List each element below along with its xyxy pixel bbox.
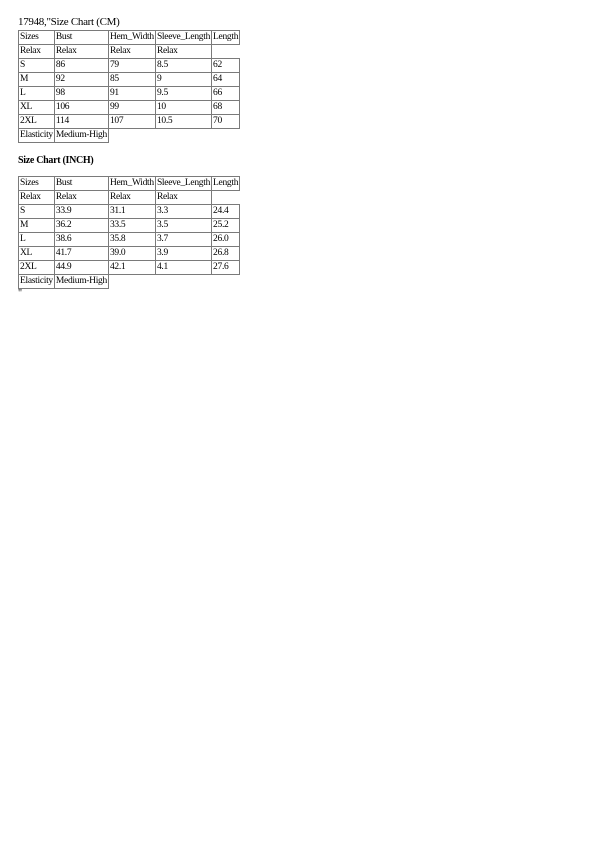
bust-cell: 33.9 — [54, 205, 108, 219]
table-row — [19, 219, 240, 233]
hem-width-cell: 31.1 — [108, 205, 155, 219]
fit-cell — [212, 45, 240, 59]
table-row — [19, 247, 240, 261]
elasticity-value: Medium-High — [54, 275, 108, 289]
size-chart-cm-table — [18, 30, 240, 143]
size-cell: 2XL — [19, 261, 55, 275]
header-cell: Bust — [54, 31, 108, 45]
hem-width-cell: 107 — [108, 115, 155, 129]
bust-cell: 44.9 — [54, 261, 108, 275]
header-cell: Sizes — [19, 177, 55, 191]
fit-row — [19, 191, 240, 205]
elasticity-label: Elasticity — [19, 275, 55, 289]
header-cell: Bust — [54, 177, 108, 191]
table-row — [19, 205, 240, 219]
trailing-quote: " — [18, 288, 23, 299]
empty-cell — [108, 129, 155, 143]
length-cell: 25.2 — [212, 219, 240, 233]
hem-width-cell: 33.5 — [108, 219, 155, 233]
sleeve-length-cell: 3.3 — [155, 205, 211, 219]
hem-width-cell: 79 — [108, 59, 155, 73]
elasticity-label: Elasticity — [19, 129, 55, 143]
fit-cell: Relax — [19, 45, 55, 59]
bust-cell: 86 — [54, 59, 108, 73]
sleeve-length-cell: 10.5 — [155, 115, 211, 129]
header-cell: Sizes — [19, 31, 55, 45]
bust-cell: 98 — [54, 87, 108, 101]
fit-row — [19, 45, 240, 59]
header-cell: Sleeve_Length — [155, 177, 211, 191]
fit-cell: Relax — [155, 45, 211, 59]
table-row — [19, 115, 240, 129]
bust-cell: 36.2 — [54, 219, 108, 233]
inch-section-title: Size Chart (INCH) — [18, 155, 94, 166]
hem-width-cell: 99 — [108, 101, 155, 115]
fit-cell — [212, 191, 240, 205]
length-cell: 27.6 — [212, 261, 240, 275]
sleeve-length-cell: 8.5 — [155, 59, 211, 73]
bust-cell: 106 — [54, 101, 108, 115]
table-row — [19, 73, 240, 87]
sleeve-length-cell: 9 — [155, 73, 211, 87]
size-cell: S — [19, 205, 55, 219]
empty-cell — [108, 275, 155, 289]
length-cell: 64 — [212, 73, 240, 87]
table-row — [19, 233, 240, 247]
fit-cell: Relax — [155, 191, 211, 205]
size-cell: L — [19, 233, 55, 247]
length-cell: 24.4 — [212, 205, 240, 219]
size-chart-inch-table — [18, 176, 240, 289]
size-cell: L — [19, 87, 55, 101]
table-row — [19, 261, 240, 275]
size-cell: 2XL — [19, 115, 55, 129]
sleeve-length-cell: 3.9 — [155, 247, 211, 261]
sleeve-length-cell: 9.5 — [155, 87, 211, 101]
length-cell: 70 — [212, 115, 240, 129]
sleeve-length-cell: 10 — [155, 101, 211, 115]
empty-cell — [155, 275, 211, 289]
bust-cell: 38.6 — [54, 233, 108, 247]
table-header-row — [19, 177, 240, 191]
hem-width-cell: 39.0 — [108, 247, 155, 261]
fit-cell: Relax — [108, 191, 155, 205]
header-cell: Hem_Width — [108, 177, 155, 191]
length-cell: 66 — [212, 87, 240, 101]
hem-width-cell: 35.8 — [108, 233, 155, 247]
sleeve-length-cell: 4.1 — [155, 261, 211, 275]
document-page — [18, 16, 240, 298]
fit-cell: Relax — [19, 191, 55, 205]
table-header-row — [19, 31, 240, 45]
bust-cell: 41.7 — [54, 247, 108, 261]
header-cell: Length — [212, 31, 240, 45]
elasticity-row — [19, 275, 240, 289]
elasticity-row — [19, 129, 240, 143]
hem-width-cell: 91 — [108, 87, 155, 101]
elasticity-value: Medium-High — [54, 129, 108, 143]
empty-cell — [212, 275, 240, 289]
bust-cell: 114 — [54, 115, 108, 129]
size-cell: M — [19, 73, 55, 87]
fit-cell: Relax — [108, 45, 155, 59]
table-row — [19, 101, 240, 115]
fit-cell: Relax — [54, 45, 108, 59]
empty-cell — [155, 129, 211, 143]
table-row — [19, 87, 240, 101]
empty-cell — [212, 129, 240, 143]
size-cell: S — [19, 59, 55, 73]
sleeve-length-cell: 3.7 — [155, 233, 211, 247]
header-cell: Hem_Width — [108, 31, 155, 45]
bust-cell: 92 — [54, 73, 108, 87]
size-cell: XL — [19, 101, 55, 115]
size-cell: M — [19, 219, 55, 233]
cm-header-line: 17948,"Size Chart (CM) — [18, 16, 120, 28]
sleeve-length-cell: 3.5 — [155, 219, 211, 233]
length-cell: 26.0 — [212, 233, 240, 247]
header-cell: Length — [212, 177, 240, 191]
length-cell: 68 — [212, 101, 240, 115]
header-cell: Sleeve_Length — [155, 31, 211, 45]
length-cell: 26.8 — [212, 247, 240, 261]
length-cell: 62 — [212, 59, 240, 73]
hem-width-cell: 42.1 — [108, 261, 155, 275]
table-row — [19, 59, 240, 73]
hem-width-cell: 85 — [108, 73, 155, 87]
fit-cell: Relax — [54, 191, 108, 205]
size-cell: XL — [19, 247, 55, 261]
